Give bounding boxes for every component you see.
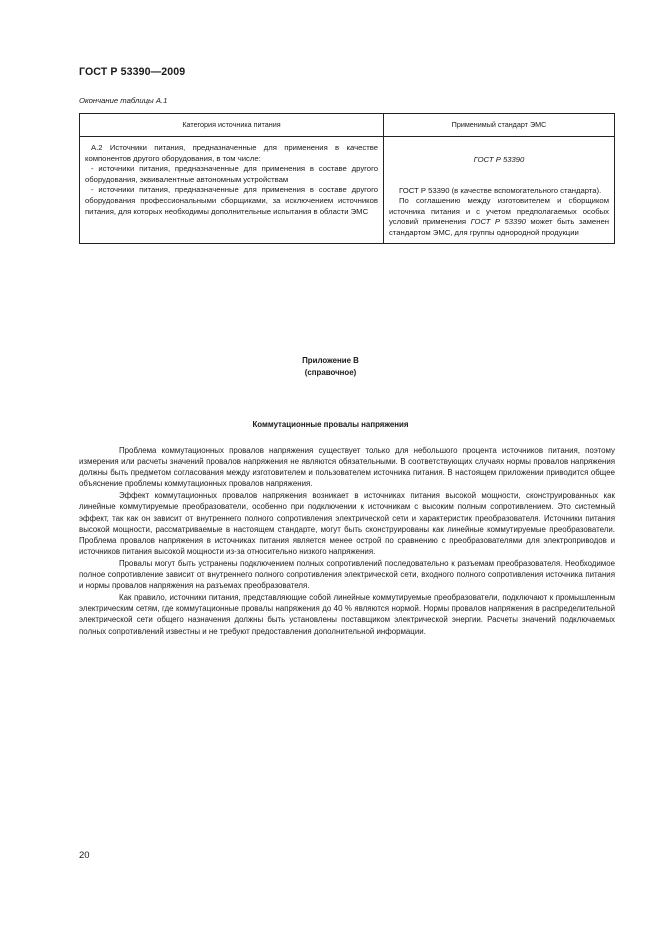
- category-sub-item-1: - источники питания, предназначенные для применения в составе другого оборудования, эквивалентные автономным устройствам: [85, 164, 378, 184]
- standard-note-1: ГОСТ Р 53390 (в качестве вспомогательного стандарта).: [399, 185, 602, 195]
- standard-note-2-part-a: По соглашению между изготовителем и сборщиком источника питания и с учетом предполагаемых особых условий применения: [389, 196, 609, 227]
- column-header-category: Категория источника питания: [80, 114, 384, 137]
- standard-note-2: [389, 196, 609, 238]
- page-number: 20: [79, 850, 90, 861]
- standard-cell: [384, 137, 615, 244]
- category-sub-item-2: - источники питания, предназначенные для применения в составе другого оборудования профессиональными сборщиками, за исключением источников питания, для которых необходимы дополнительные испытания в области ЭМС: [85, 185, 378, 216]
- column-header-standard: Применимый стандарт ЭМС: [384, 114, 615, 137]
- appendix-subtitle: (справочное): [304, 368, 357, 377]
- standard-note-2-emphasis: ГОСТ Р 53390: [470, 217, 526, 227]
- body-text: [79, 445, 615, 638]
- document-header: ГОСТ Р 53390—2009: [79, 66, 186, 78]
- standard-note-2-part-b: может быть заменен стандартом ЭМС, для группы однородной продукции: [389, 217, 609, 237]
- paragraph: Как правило, источники питания, представляющие собой линейные коммутируемые преобразователи, подключают к промышленным электрическим сетям, где коммутационные провалы напряжения до 40 % являются нормой. Нормы провалов напряжения в распределительной электрической сети общего назначения должны быть установлены поставщиком электрической энергии. Расчеты значений подключаемых полных сопротивлений известны и не требуют предоставления дополнительной информации.: [79, 593, 615, 636]
- paragraph: Эффект коммутационных провалов напряжения возникает в источниках питания высокой мощности, сконструированных как линейные коммутируемые преобразователи, особенно при подключении к источникам с высоким полным сопротивлением. Это системный эффект, так как он зависит от внутреннего полного сопротивления электрической сети и характеристик преобразователя. Источники питания высокой мощности, рассматриваемые в настоящем стандарте, могут быть сконструированы как линейные коммутируемые преобразователи. Проблема провалов напряжения в источниках питания является менее острой по сравнению с преобразователями для электроприводов и источников питания высокой мощности из-за относительно низкого напряжения.: [79, 491, 615, 556]
- section-title: Коммутационные провалы напряжения: [252, 420, 409, 429]
- standard-reference: ГОСТ Р 53390: [473, 155, 525, 164]
- table-caption: Окончание таблицы А.1: [79, 96, 168, 105]
- table-row: [80, 137, 615, 244]
- paragraph: Провалы могут быть устранены подключением полных сопротивлений последовательно к разъемам преобразователя. Необходимое полное сопротивление зависит от внутреннего полного сопротивления электрической сети, входного полного сопротивления источника питания и нормы провалов напряжения на разъемах преобразователя.: [79, 558, 615, 591]
- appendix-heading: [0, 355, 661, 379]
- emc-standards-table: [79, 113, 615, 244]
- table-header-row: [80, 114, 615, 137]
- category-cell: [80, 137, 384, 244]
- appendix-title: Приложение В: [302, 356, 359, 365]
- paragraph: Проблема коммутационных провалов напряжения существует только для небольшого процента источников питания, поэтому измерения или расчеты значений провалов напряжения не являются обязательными. В соответствующих случаях нормы провалов напряжения должны быть предметом согласования между изготовителем и пользователем источника питания. В настоящем приложении приводится общее объяснение проблемы коммутационных провалов напряжения.: [79, 446, 615, 489]
- category-a2-text: А.2 Источники питания, предназначенные для применения в качестве компонентов другого оборудования, в том числе:: [85, 143, 378, 163]
